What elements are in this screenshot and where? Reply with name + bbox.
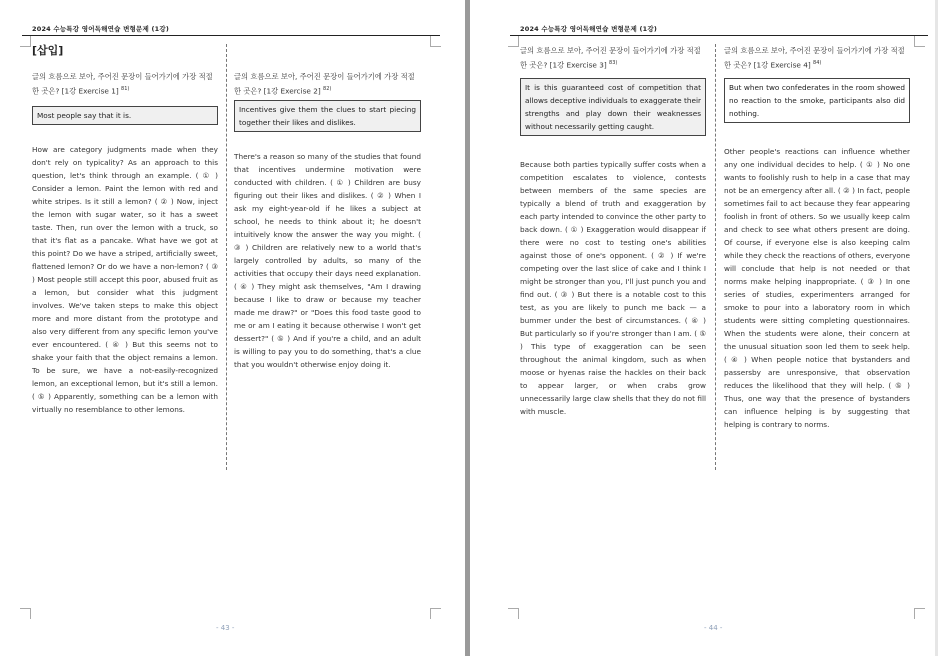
column-left	[520, 44, 706, 418]
page-44	[470, 0, 935, 656]
column-divider	[715, 44, 716, 470]
header-rule	[22, 35, 440, 36]
question-prompt	[32, 70, 218, 97]
question-prompt	[520, 44, 706, 71]
crop-mark-bottom-left	[20, 608, 31, 619]
passage-text: Because both parties typically suffer costs when a competition escalates to violence, contests between members of the same species are typically a blend of truth and exaggeration by each party intended to convince the other party to back down. ( ① ) Exaggeration would disappear if there were no cost to testing one's abilities against those of one's opponent. ( ② ) If we're competing over the last slice of cake and I think I might be stronger than you, I'll just punch you and find out. ( ③ ) But there is a notable cost to this test, as you are likely to punch me back — a bummer under the best of circumstances. ( ④ ) But particularly so if you're stronger than I am. ( ⑤ ) This type of exaggeration can be seen throughout the animal kingdom, such as when moose or hyenas raise the hackles on their back to appear larger, or when crabs grow unnecessarily large claw shells that they do not fill with muscle.	[520, 160, 706, 417]
crop-mark-top-left	[508, 36, 519, 47]
column-right	[724, 44, 910, 431]
question-prompt	[724, 44, 910, 71]
page-43	[0, 0, 465, 656]
page-number: - 44 -	[704, 624, 723, 632]
crop-mark-top-left	[20, 36, 31, 47]
footnote-number: 81)	[121, 86, 130, 92]
question-prompt-text: 글의 흐름으로 보아, 주어진 문장이 들어가기에 가장 적절한 곳은? [1강 Exercise 3]	[520, 46, 701, 70]
question-prompt-text: 글의 흐름으로 보아, 주어진 문장이 들어가기에 가장 적절한 곳은? [1강 Exercise 2]	[234, 72, 415, 96]
footnote-number: 82)	[323, 86, 332, 92]
question-prompt-text: 글의 흐름으로 보아, 주어진 문장이 들어가기에 가장 적절한 곳은? [1강 Exercise 4]	[724, 46, 905, 70]
passage-text: How are category judgments made when they don't rely on typicality? As an approach to this question, let's think through an example. ( ① ) Consider a lemon. Paint the lemon with red and white stripes. Is it still a lemon? ( ② ) Now, inject the lemon with sugar water, so it has a sweet taste. Then, run over the lemon with a truck, so that it's flat as a pancake. What have we got at this point? Do we have a striped, artificially sweet, flattened lemon? Or do we have a non-lemon? ( ③ ) Most people still accept this poor, abused fruit as a lemon, but consider what this judgment involves. We've taken steps to make this object more and more distant from the prototype and also very different from any specific lemon you've ever encountered. ( ④ ) But this seems not to shake your faith that the object remains a lemon. To be sure, we have a not-easily-recognized lemon, an exceptional lemon, but it's still a lemon. ( ⑤ ) Apparently, something can be a lemon with virtually no resemblance to other lemons.	[32, 145, 218, 415]
given-sentence-box: Incentives give them the clues to start piecing together their likes and dislikes.	[234, 100, 421, 132]
passage-text: There's a reason so many of the studies that found that incentives undermine motivation were conducted with children. ( ① ) Children are busy figuring out their likes and dislikes. ( ② ) When I ask my eight-year-old if he likes a subject at school, he needs to think about it; he doesn't intuitively know the answer the way you might. ( ③ ) Children are relatively new to a world that's largely controlled by adults, so many of the activities that occupy their days need explanation. ( ④ ) They might ask themselves, "Am I drawing because I like to draw or because my teacher made me draw?" or "Does this food taste good to me or am I eating it because otherwise I won't get dessert?" ( ⑤ ) And if you're a child, and an adult is willing to pay you to do something, that's a clue that you wouldn't otherwise enjoy doing it.	[234, 152, 421, 370]
page-number: - 43 -	[216, 624, 235, 632]
question-prompt-text: 글의 흐름으로 보아, 주어진 문장이 들어가기에 가장 적절한 곳은? [1강 Exercise 1]	[32, 72, 213, 96]
footnote-number: 83)	[609, 60, 618, 66]
question-prompt	[234, 70, 421, 97]
given-sentence-box: But when two confederates in the room showed no reaction to the smoke, participants also did nothing.	[724, 78, 910, 123]
crop-mark-bottom-left	[508, 608, 519, 619]
running-header: 2024 수능특강 영어독해연습 변형문제 (1강)	[32, 25, 169, 33]
given-sentence-box: Most people say that it is.	[32, 106, 218, 125]
column-right	[234, 70, 421, 371]
passage-text: Other people's reactions can influence whether any one individual decides to help. ( ① ) No one wants to foolishly rush to help in a case that may not be an emergency after all. ( ② ) In fact, people sometimes fail to act because they fear appearing foolish in front of others. So we usually keep calm and check to see what others present are doing. Of course, if everyone else is also keeping calm while they check the reactions of others, everyone will conclude that help is not needed or that norms make helping inappropriate. ( ③ ) In one series of studies, experimenters arranged for smoke to pour into a laboratory room in which students were sitting completing questionnaires. When the students were alone, their concern at the unusual situation soon led them to seek help. ( ④ ) When people notice that bystanders and passersby are unresponsive, that observation reduces the likelihood that they will help. ( ⑤ ) Thus, one way that the presence of bystanders can influence helping is by suggesting that helping is contrary to norms.	[724, 147, 910, 430]
column-divider	[226, 44, 227, 470]
column-left	[32, 44, 218, 416]
running-header: 2024 수능특강 영어독해연습 변형문제 (1강)	[520, 25, 657, 33]
section-title: [삽입]	[32, 44, 64, 57]
footnote-number: 84)	[813, 60, 822, 66]
crop-mark-top-right	[914, 36, 925, 47]
crop-mark-bottom-right	[914, 608, 925, 619]
crop-mark-bottom-right	[430, 608, 441, 619]
header-rule	[510, 35, 928, 36]
given-sentence-box: It is this guaranteed cost of competition that allows deceptive individuals to exaggerate their strengths and play down their weaknesses without necessarily getting caught.	[520, 78, 706, 136]
crop-mark-top-right	[430, 36, 441, 47]
